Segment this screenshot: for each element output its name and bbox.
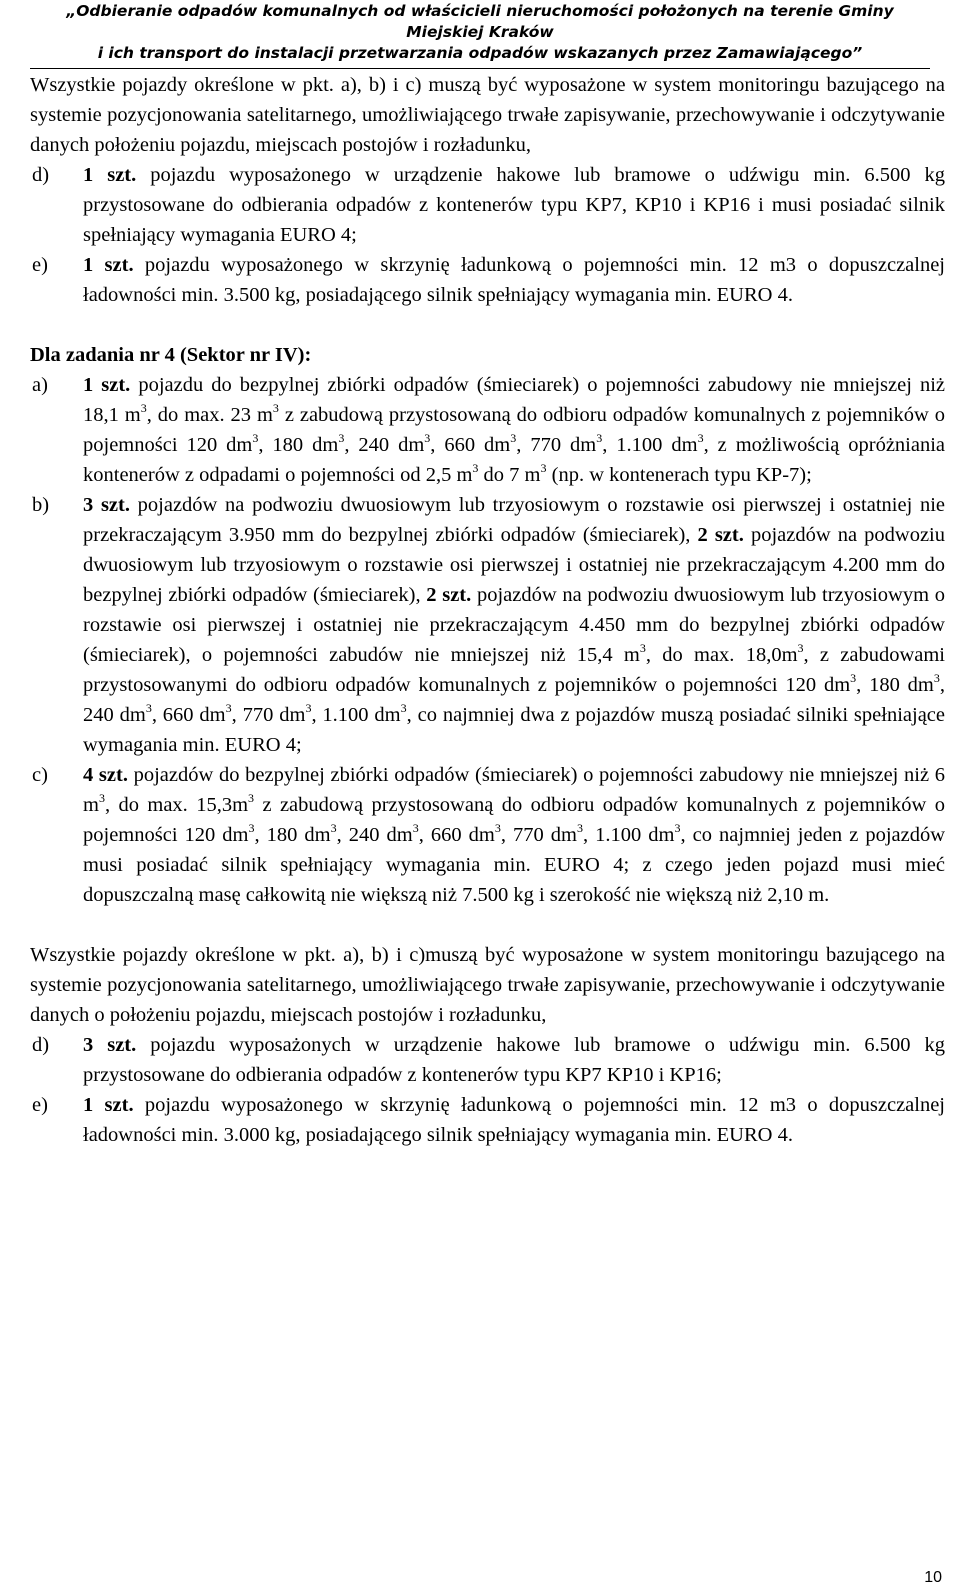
list-item-b: b) 3 szt. pojazdów na podwoziu dwuosiowym lub trzyosiowym o rozstawie osi pierwszej i ostatniej nie przekraczającym 3.950 mm do bezpylnej zbiórki odpadów (śmieciarek), 2 szt. pojazdów na podwoziu dwuosiowym lub trzyosiowym o rozstawie osi pierwszej i ostatniej nie przekraczającym 4.200 mm do bezpylnej zbiórki odpadów (śmieciarek), 2 szt. pojazdów na podwoziu dwuosiowym lub trzyosiowym o rozstawie osi pierwszej i ostatniej nie przekraczającym 4.450 mm do bezpylnej zbiórki odpadów (śmieciarek), o pojemności zabudów nie mniejszej niż 15,4 $m^3$, do max. $18,0m^3$, z zabudowami przystosowanymi do odbioru odpadów komunalnych z pojemników o pojemności 120 $dm^3$, 180 $dm^3$, 240 $dm^3$, 660 $dm^3$, 770 $dm^3$, 1.100 $dm^3$, co najmniej dwa z pojazdów muszą posiadać silniki spełniające wymagania min. EURO 4; <box>30 490 945 760</box>
quantity: 2 szt. <box>697 524 744 546</box>
header-line-1: „Odbieranie odpadów komunalnych od właścicieli nieruchomości położonych na terenie Gminy Miejskiej Kraków <box>66 2 894 41</box>
quantity: 1 szt. <box>83 254 134 276</box>
list-marker: b) <box>32 494 50 516</box>
list-item-e-1 <box>30 250 945 310</box>
monitoring-paragraph-1: Wszystkie pojazdy określone w pkt. a), b) i c) muszą być wyposażone w system monitoringu bazującego na systemie pozycjonowania satelitarnego, umożliwiającego trwałe zapisywanie, przechowywanie i odczytywanie danych położeniu pojazdu, miejscach postojów i rozładunku, <box>30 74 945 156</box>
item-text: pojazdu wyposażonych w urządzenie hakowe lub bramowe o udźwigu min. 6.500 kg przystosowane do odbierania odpadów z kontenerów typu KP7 KP10 i KP16; <box>83 1034 945 1086</box>
quantity: 3 szt. <box>83 1034 137 1056</box>
list-marker: a) <box>32 374 48 396</box>
item-text: pojazdu wyposażonego w skrzynię ładunkową o pojemności min. 12 m3 o dopuszczalnej ładowności min. 3.500 kg, posiadającego silnik spełniający wymagania min. EURO 4. <box>83 254 946 306</box>
list-item-c: c) 4 szt. pojazdów do bezpylnej zbiórki odpadów (śmieciarek) o pojemności zabudowy nie mniejszej niż 6 $m^3$, do max. $15,3m^3$ z zabudową przystosowaną do odbioru odpadów komunalnych z pojemników o pojemności 120 $dm^3$, 180 $dm^3$, 240 $dm^3$, 660 $dm^3$, 770 $dm^3$, 1.100 $dm^3$, co najmniej jeden z pojazdów musi posiadać silnik spełniający wymagania min. EURO 4; z czego jeden pojazd musi mieć dopuszczalną masę całkowitą nie większą niż 7.500 kg i szerokość nie większą niż 2,10 m. <box>30 760 945 910</box>
item-text: pojazdu wyposażonego w urządzenie hakowe lub bramowe o udźwigu min. 6.500 kg przystosowane do odbierania odpadów z kontenerów typu KP7, KP10 i KP16 i musi posiadać silnik spełniający wymagania EURO 4; <box>83 164 945 246</box>
monitoring-paragraph-2: Wszystkie pojazdy określone w pkt. a), b) i c)muszą być wyposażone w system monitoringu bazującego na systemie pozycjonowania satelitarnego, umożliwiającego trwałe zapisywanie, przechowywanie i odczytywanie danych o położeniu pojazdu, miejscach postojów i rozładunku, <box>30 944 945 1026</box>
item-text: pojazdu wyposażonego w skrzynię ładunkową o pojemności min. 12 m3 o dopuszczalnej ładowności min. 3.000 kg, posiadającego silnik spełniający wymagania min. EURO 4. <box>83 1094 946 1146</box>
quantity: 1 szt. <box>83 374 131 396</box>
list-marker: c) <box>32 764 48 786</box>
quantity: 2 szt. <box>426 584 472 606</box>
quantity: 1 szt. <box>83 164 137 186</box>
page-header <box>30 0 930 69</box>
list-marker: e) <box>32 254 48 276</box>
list-marker: d) <box>32 164 50 186</box>
list-item-d-2 <box>30 1030 945 1090</box>
list-item-a: a) 1 szt. pojazdu do bezpylnej zbiórki odpadów (śmieciarek) o pojemności zabudowy nie mniejszej niż 18,1 $m^3$, do max. 23 $m^3$ z zabudową przystosowaną do odbioru odpadów komunalnych z pojemników o pojemności 120 $dm^3$, 180 $dm^3$, 240 $dm^3$, 660 $dm^3$, 770 $dm^3$, 1.100 $dm^3$, z możliwością opróżniania kontenerów z odpadami o pojemności od 2,5 $m^3$ do 7 $m^3$ (np. w kontenerach typu KP-7); <box>30 370 945 490</box>
quantity: 1 szt. <box>83 1094 134 1116</box>
list-item-e-2 <box>30 1090 945 1150</box>
list-item-d-1 <box>30 160 945 250</box>
section-heading: Dla zadania nr 4 (Sektor nr IV): <box>30 344 312 366</box>
page-number: 10 <box>924 1569 942 1586</box>
list-marker: d) <box>32 1034 50 1056</box>
list-marker: e) <box>32 1094 48 1116</box>
quantity: 4 szt. <box>83 764 128 786</box>
document-body <box>30 70 945 1150</box>
header-line-2: i ich transport do instalacji przetwarzania odpadów wskazanych przez Zamawiającego” <box>97 44 863 62</box>
quantity: 3 szt. <box>83 494 130 516</box>
